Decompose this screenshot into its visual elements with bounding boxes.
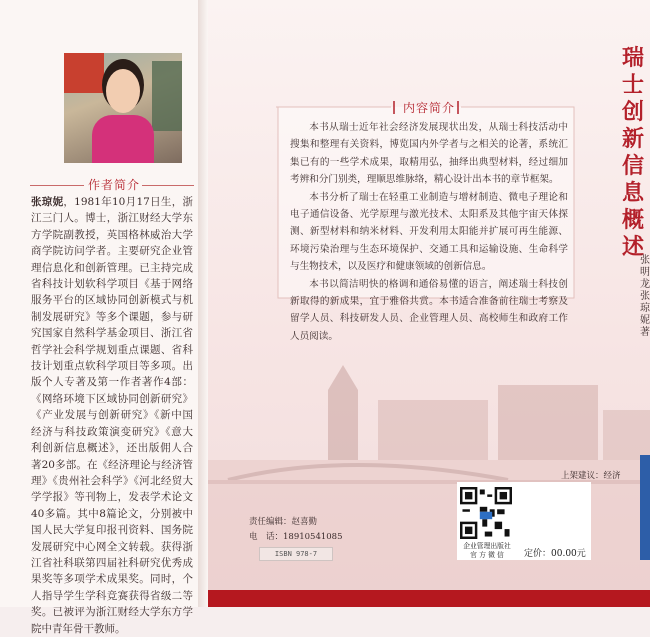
intro-paragraph: 本书分析了瑞士在轻重工业制造与增材制造、微电子理论和电子通信设备、光学原理与激光技术、太阳系及其他宇宙天体探测、新型材料和纳米材料、开发利用太阳能并扩展可再生能源、环境污染治理与生态环境保护、交通工具和运输设施、生命科学与生物技术，以及医疗和健康领域的创新信息。 <box>290 191 568 273</box>
spine-strip <box>640 455 650 560</box>
author-name: 张琼妮 <box>31 196 64 208</box>
intro-text <box>290 119 568 345</box>
flap-fold <box>198 0 208 607</box>
phone-line: 电 话：18910541085 <box>249 532 343 542</box>
author-section-title: 作者简介 <box>88 178 141 192</box>
spine-authors: 张明龙 张琼妮 著 <box>640 255 650 338</box>
price: 定价：00.00元 <box>524 549 586 559</box>
intro-paragraph: 本书从瑞士近年社会经济发展现状出发，从瑞士科技活动中搜集和整理有关资料，博览国内外学者与之相关的论著，系统汇集已有的一些学术成果，取精用弘，抽绎出典型材料，经过细加考辨和分门别类，理顺思维脉络，精心设计出本书的章节框架。 <box>290 122 568 186</box>
bottom-red-band <box>208 590 650 607</box>
spine-title: 瑞士创新信息概述 <box>622 45 645 260</box>
editor-line: 责任编辑：赵喜勤 <box>249 517 318 527</box>
intro-paragraph: 本书以简洁明快的格调和通俗易懂的语言，阐述瑞士科技创新取得的新成果，宜于雅俗共赏。本书适合准备前往瑞士考察及留学人员、科技研发人员、企业管理人员、高校师生和政府工作人员阅读。 <box>290 278 568 342</box>
qr-caption: 企业管理出版社 官 方 微 信 <box>463 542 511 559</box>
author-photo <box>64 53 182 163</box>
author-bio <box>31 194 193 637</box>
divider-left <box>30 185 84 186</box>
isbn-stamp: ISBN 978-7 <box>259 547 333 561</box>
shelving-category: 上架建议：经济 <box>561 471 621 481</box>
author-bio-text: ，1981年10月17日生，浙江三门人。博士，浙江财经大学东方学院副教授，英国格林威治大学商学院访问学者。主要研究企业管理信息化和创新管理。已主持完成省科技计划软科学项目《基于网络服务平台的区域协同创新模式与机制发展研究》等多个课题，参与研究国家自然科学基金项目、浙江省哲学社会科学规划重点课题、省科技计划重点软科学项目等多项。出版个人专著及第一作者著作4部：《网络环境下区域协同创新研究》《产业发展与创新研究》《新中国经济与科技政策演变研究》《意大利创新信息概述》，还出版佣人合著20多部。在《经济理论与经济管理》《贵州社会科学》《河北经贸大学学报》等刊物上，发表学术论文40多篇。其中8篇论文，分别被中国人民大学复印报刊资料、国务院发展研究中心网全文转载。获得浙江省社科联第四届社科研究优秀成果奖等多项学术成果奖。同时，个人指导学生学科竞赛获得省级二等奖。已被评为浙江财经大学东方学院中青年骨干教师。 <box>31 196 193 635</box>
wechat-qr-code[interactable] <box>460 487 512 539</box>
intro-section-title: 内容简介 <box>403 101 456 115</box>
divider-right <box>142 185 194 186</box>
